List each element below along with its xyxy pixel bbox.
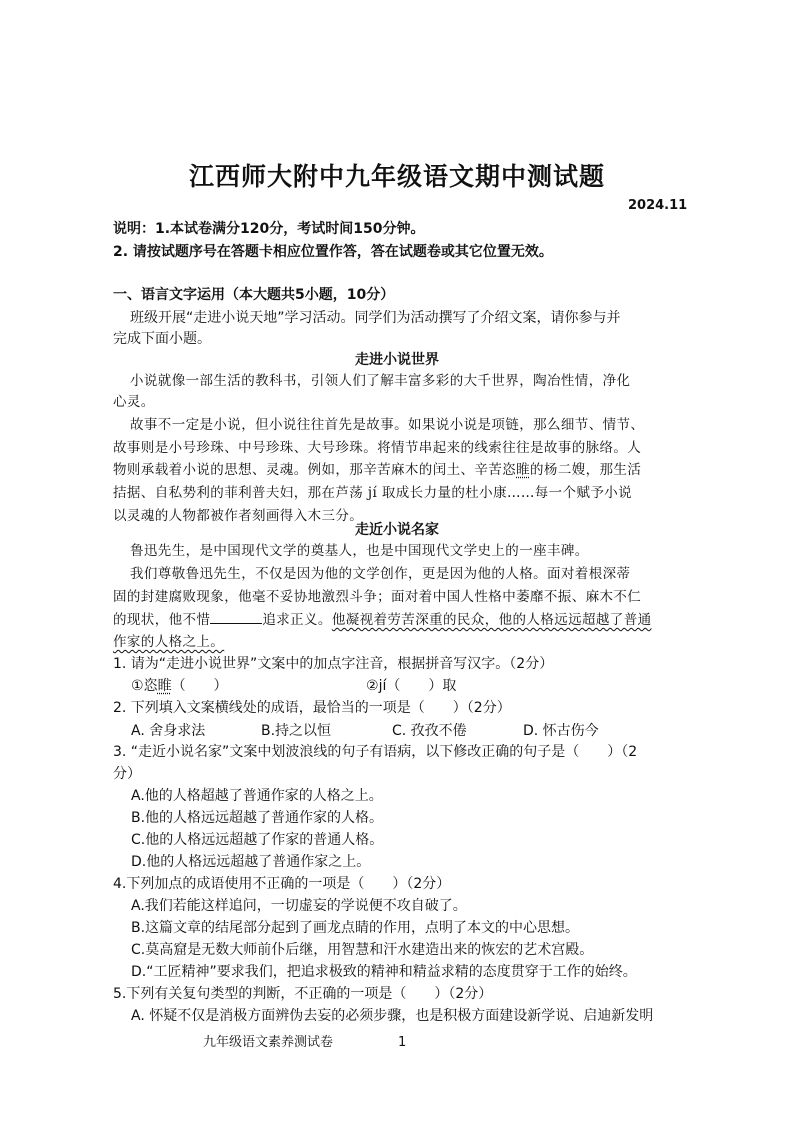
passage-text: 的杨二嫂，那生活	[530, 462, 642, 478]
question-4-option-d[interactable]: D.“工匠精神”要求我们，把追求极致的精神和精益求精的态度贯穿于工作的始终。	[131, 964, 637, 980]
wavy-underlined-sentence: 他凝视着劳苦深重的民众，他的人格远远超越了普通	[331, 612, 652, 628]
passage-1-line: 拮据、自私势利的菲利普夫妇，那在芦荡 jí 取成长力量的杜小康……每一个赋予小说	[113, 485, 633, 501]
passage-1-heading: 走进小说世界	[355, 352, 439, 368]
instructions-line-2: 2. 请按试题序号在答题卡相应位置作答，答在试题卷或其它位置无效。	[113, 244, 553, 260]
passage-2-heading: 走近小说名家	[355, 522, 439, 538]
circled-number: ①	[131, 678, 144, 694]
passage-text: 的现状，他不惜	[113, 612, 211, 628]
passage-text: 追求正义。	[262, 612, 332, 628]
passage-text: 物则承载着小说的思想、灵魂。例如，那辛苦麻木的闰土、辛苦恣	[113, 462, 517, 478]
circled-number: ②	[366, 678, 379, 694]
question-4-option-a[interactable]: A.我们若能这样追问，一切虚妄的学说便不攻自破了。	[131, 898, 467, 914]
question-3-option-d[interactable]: D.他的人格远远超越了普通作家之上。	[131, 854, 371, 870]
question-1-item-b	[366, 677, 456, 695]
passage-2-line	[113, 633, 224, 651]
section-1-intro-line-1: 班级开展“走进小说天地”学习活动。同学们为活动撰写了介绍文案，请你参与并	[130, 310, 621, 326]
question-2-option-a[interactable]: A. 舍身求法	[131, 723, 206, 739]
passage-1-line: 故事不一定是小说，但小说往往首先是故事。如果说小说是项链，那么细节、情节、	[130, 417, 645, 433]
question-3-option-c[interactable]: C.他的人格远远超越了作家的普通人格。	[131, 832, 384, 848]
instructions-line-1: 说明：1.本试卷满分120分，考试时间150分钟。	[113, 221, 425, 237]
question-2-option-c[interactable]: C. 孜孜不倦	[392, 723, 467, 739]
section-1-heading: 一、语言文字运用（本大题共5小题，10分）	[113, 287, 395, 303]
passage-1-line: 心灵。	[113, 394, 155, 410]
dotted-character: 睢	[157, 678, 172, 694]
passage-2-line	[113, 610, 652, 629]
question-3-option-b[interactable]: B.他的人格远远超越了普通作家的人格。	[131, 810, 384, 826]
passage-2-line: 鲁迅先生，是中国现代文学的奠基人，也是中国现代文学史上的一座丰碑。	[130, 543, 589, 559]
exam-date: 2024.11	[628, 198, 688, 213]
item-text: （ ）	[171, 678, 228, 694]
passage-1-line: 故事则是小号珍珠、中号珍珠、大号珍珠。将情节串起来的线索往往是故事的脉络。人	[113, 440, 642, 456]
exam-title: 江西师大附中九年级语文期中测试题	[188, 162, 605, 191]
question-5-stem: 5.下列有关复句类型的判断，不正确的一项是（ ）（2分）	[113, 986, 493, 1002]
dotted-character: 睢	[516, 462, 531, 478]
section-1-intro-line-2: 完成下面小题。	[113, 331, 211, 347]
question-4-option-c[interactable]: C.莫高窟是无数大师前仆后继，用智慧和汗水建造出来的恢宏的艺术宫殿。	[131, 942, 594, 958]
passage-2-line: 固的封建腐败现象，他毫不妥协地激烈斗争；面对着中国人性格中萎靡不振、麻木不仁	[113, 589, 642, 605]
passage-2-line: 我们尊敬鲁迅先生，不仅是因为他的文学创作，更是因为他的人格。面对着根深蒂	[130, 566, 631, 582]
page-number: 1	[398, 1035, 407, 1050]
passage-1-line: 小说就像一部生活的教科书，引领人们了解丰富多彩的大千世界，陶冶性情，净化	[130, 373, 631, 389]
question-2-option-d[interactable]: D. 怀古伤今	[523, 723, 599, 739]
question-1-item-a	[131, 677, 228, 695]
passage-1-line	[113, 461, 641, 479]
item-text: jí（ ）取	[378, 678, 457, 694]
wavy-underlined-sentence: 作家的人格之上。	[113, 634, 225, 650]
question-1-stem: 1. 请为“走进小说世界”文案中的加点字注音，根据拼音写汉字。（2分）	[113, 656, 554, 672]
question-5-option-a[interactable]: A. 怀疑不仅是消极方面辨伪去妄的必须步骤，也是积极方面建设新学说、启迪新发明	[131, 1008, 654, 1024]
fill-in-blank[interactable]	[210, 610, 262, 624]
question-2-stem: 2. 下列填入文案横线处的成语，最恰当的一项是（ ）（2分）	[113, 700, 511, 716]
item-text: 恣	[143, 678, 158, 694]
question-3-stem-line-2: 分）	[113, 766, 141, 782]
passage-1-line: 以灵魂的人物都被作者刻画得入木三分。	[113, 508, 364, 524]
question-2-option-b[interactable]: B.持之以恒	[261, 723, 332, 739]
question-3-option-a[interactable]: A.他的人格超越了普通作家的人格之上。	[131, 788, 383, 804]
footer-label: 九年级语文素养测试卷	[203, 1035, 334, 1050]
question-4-stem: 4.下列加点的成语使用不正确的一项是（ ）（2分）	[113, 876, 451, 892]
question-4-option-b[interactable]: B.这篇文章的结尾部分起到了画龙点睛的作用，点明了本文的中心思想。	[131, 920, 580, 936]
question-3-stem-line-1: 3. “走近小说名家”文案中划波浪线的句子有语病，以下修改正确的句子是（ ）（2	[113, 744, 638, 760]
